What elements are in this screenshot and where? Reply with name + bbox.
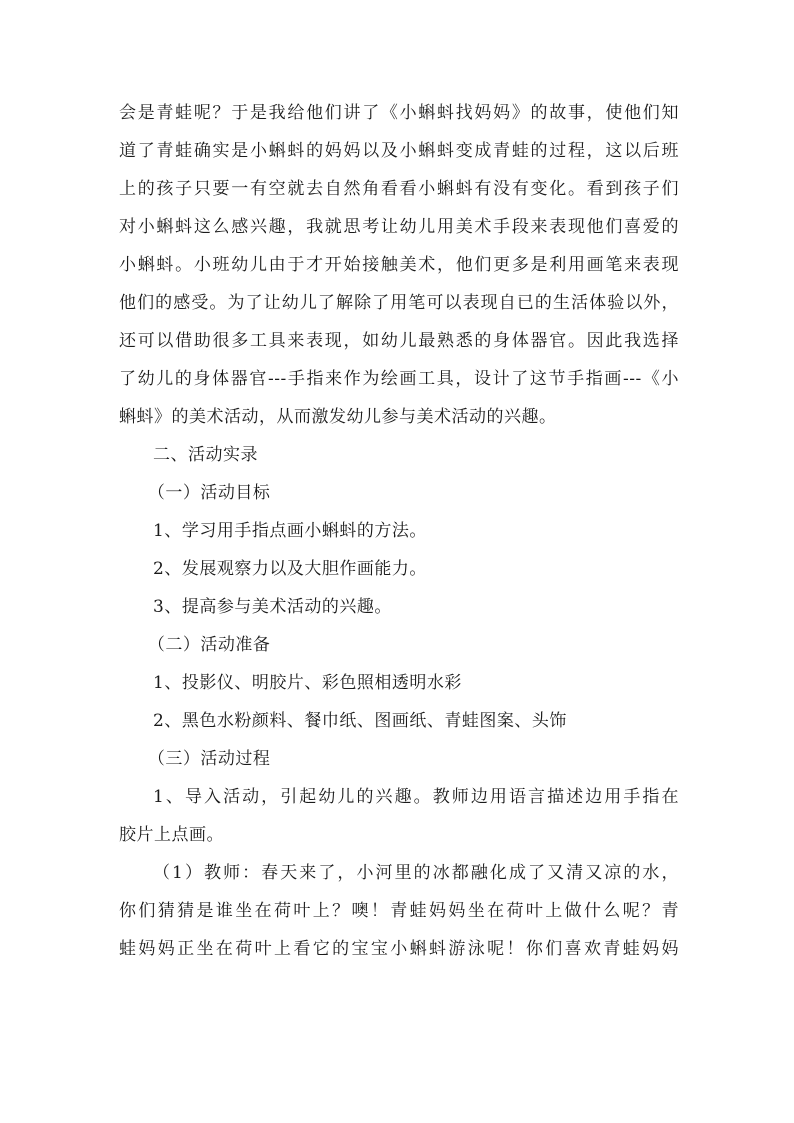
prep-item-1: 1、投影仪、明胶片、彩色照相透明水彩	[153, 673, 462, 693]
text-line: 上的孩子只要一有空就去自然角看看小蝌蚪有没有变化。看到孩子们	[119, 179, 679, 199]
section-heading-activity-record: 二、活动实录	[153, 445, 258, 465]
goal-item-3: 3、提高参与美术活动的兴趣。	[153, 597, 392, 617]
text-line: 了幼儿的身体器官---手指来作为绘画工具，设计了这节手指画---《小	[119, 369, 679, 389]
paragraph-step-1	[119, 778, 679, 854]
text-line: 你们猜猜是谁坐在荷叶上？噢！青蛙妈妈坐在荷叶上做什么呢？青	[119, 901, 679, 921]
text-line: 小蝌蚪。小班幼儿由于才开始接触美术，他们更多是利用画笔来表现	[119, 255, 679, 275]
text-line: 蝌蚪》的美术活动，从而激发幼儿参与美术活动的兴趣。	[119, 407, 557, 427]
subheading-activity-preparation: （二）活动准备	[147, 635, 271, 655]
text-line: 会是青蛙呢？于是我给他们讲了《小蝌蚪找妈妈》的故事，使他们知	[119, 103, 679, 123]
text-line: 道了青蛙确实是小蝌蚪的妈妈以及小蝌蚪变成青蛙的过程，这以后班	[119, 141, 679, 161]
paragraph-intro	[119, 94, 679, 436]
text-line: 他们的感受。为了让幼儿了解除了用笔可以表现自已的生活体验以外，	[119, 293, 679, 313]
document-body	[119, 94, 679, 968]
subheading-activity-goals: （一）活动目标	[147, 483, 271, 503]
text-line: 1、导入活动，引起幼儿的兴趣。教师边用语言描述边用手指在	[153, 787, 679, 807]
text-line: （1）教师：春天来了，小河里的冰都融化成了又清又凉的水，	[153, 863, 679, 883]
prep-item-2: 2、黑色水粉颜料、餐巾纸、图画纸、青蛙图案、头饰	[153, 711, 567, 731]
text-line: 胶片上点画。	[119, 825, 224, 845]
goal-item-2: 2、发展观察力以及大胆作画能力。	[153, 559, 427, 579]
paragraph-step-1-1	[119, 854, 679, 968]
subheading-activity-process: （三）活动过程	[147, 749, 271, 769]
text-line: 对小蝌蚪这么感兴趣，我就思考让幼儿用美术手段来表现他们喜爱的	[119, 217, 679, 237]
text-line: 还可以借助很多工具来表现，如幼儿最熟悉的身体器官。因此我选择	[119, 331, 679, 351]
goal-item-1: 1、学习用手指点画小蝌蚪的方法。	[153, 521, 427, 541]
text-line: 蛙妈妈正坐在荷叶上看它的宝宝小蝌蚪游泳呢！你们喜欢青蛙妈妈	[119, 939, 679, 959]
